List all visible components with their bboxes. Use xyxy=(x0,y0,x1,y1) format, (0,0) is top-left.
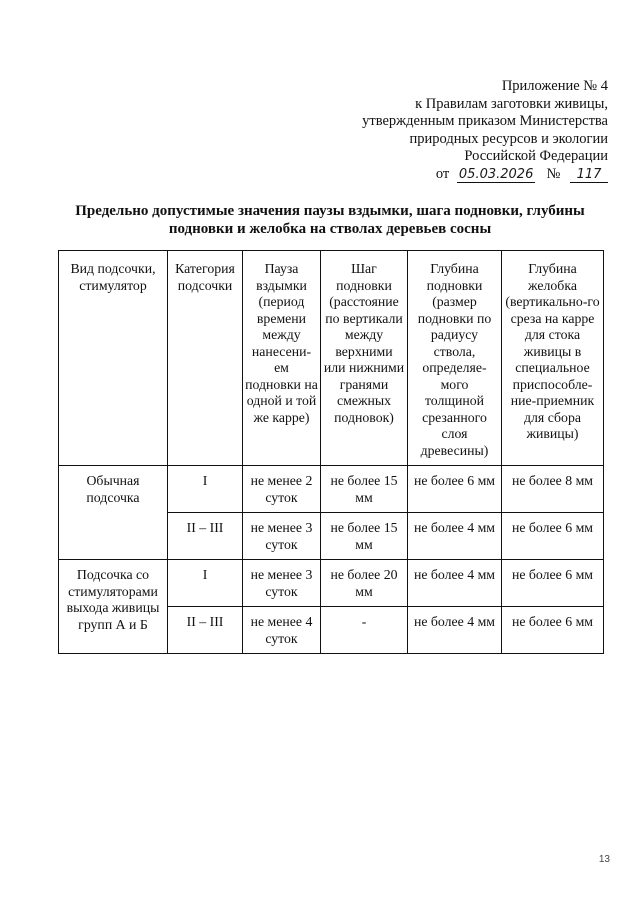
appendix-line: к Правилам заготовки живицы, xyxy=(415,95,608,112)
header-cell: Пауза вздымки (период времени между нанесени-ем подновки на одной и той же карре) xyxy=(243,251,321,466)
groove-cell: не более 6 мм xyxy=(502,560,604,607)
page-number: 13 xyxy=(598,854,610,865)
number-label: № xyxy=(546,165,561,182)
appendix-block xyxy=(362,78,608,183)
category-cell: II – III xyxy=(168,607,243,654)
depth-cell: не более 4 мм xyxy=(408,513,502,560)
pause-cell: не менее 2 суток xyxy=(243,466,321,513)
category-cell: I xyxy=(168,560,243,607)
table-row xyxy=(59,466,604,513)
order-number: 117 xyxy=(570,168,608,183)
header-cell: Глубина желобка (вертикально-го среза на карре для стока живицы в специальное приспособле-ние-приемник для сбора живицы) xyxy=(502,251,604,466)
step-cell: - xyxy=(321,607,408,654)
pause-cell: не менее 3 суток xyxy=(243,560,321,607)
header-cell: Глубина подновки (размер подновки по радиусу ствола, определяе-мого толщиной срезанного слоя древесины) xyxy=(408,251,502,466)
header-cell: Категория подсочки xyxy=(168,251,243,466)
step-cell: не более 15 мм xyxy=(321,466,408,513)
document-title: Предельно допустимые значения паузы вздымки, шага подновки, глубины подновки и желобка на стволах деревьев сосны xyxy=(75,203,585,237)
depth-cell: не более 4 мм xyxy=(408,560,502,607)
pause-cell: не менее 4 суток xyxy=(243,607,321,654)
tapping-type-cell: Обычная подсочка xyxy=(59,466,168,560)
header-cell: Шаг подновки (расстояние по вертикали между верхними или нижними гранями смежных подновок) xyxy=(321,251,408,466)
depth-cell: не более 4 мм xyxy=(408,607,502,654)
appendix-line: Приложение № 4 xyxy=(501,78,608,94)
pause-cell: не менее 3 суток xyxy=(243,513,321,560)
header-cell: Вид подсочки, стимулятор xyxy=(59,251,168,466)
appendix-line: Российской Федерации xyxy=(464,148,608,164)
table-row xyxy=(59,560,604,607)
depth-cell: не более 6 мм xyxy=(408,466,502,513)
groove-cell: не более 8 мм xyxy=(502,466,604,513)
groove-cell: не более 6 мм xyxy=(502,607,604,654)
step-cell: не более 20 мм xyxy=(321,560,408,607)
table-header-row xyxy=(59,251,604,466)
groove-cell: не более 6 мм xyxy=(502,513,604,560)
appendix-line: природных ресурсов и экологии xyxy=(409,130,608,147)
step-cell: не более 15 мм xyxy=(321,513,408,560)
appendix-line: утвержденным приказом Министерства xyxy=(362,113,608,129)
limits-table xyxy=(58,250,604,654)
from-label: от xyxy=(435,165,450,182)
appendix-date-line xyxy=(362,166,608,184)
category-cell: II – III xyxy=(168,513,243,560)
category-cell: I xyxy=(168,466,243,513)
order-date: 05.03.2026 xyxy=(458,166,534,182)
tapping-type-cell: Подсочка со стимуляторами выхода живицы групп А и Б xyxy=(59,560,168,654)
